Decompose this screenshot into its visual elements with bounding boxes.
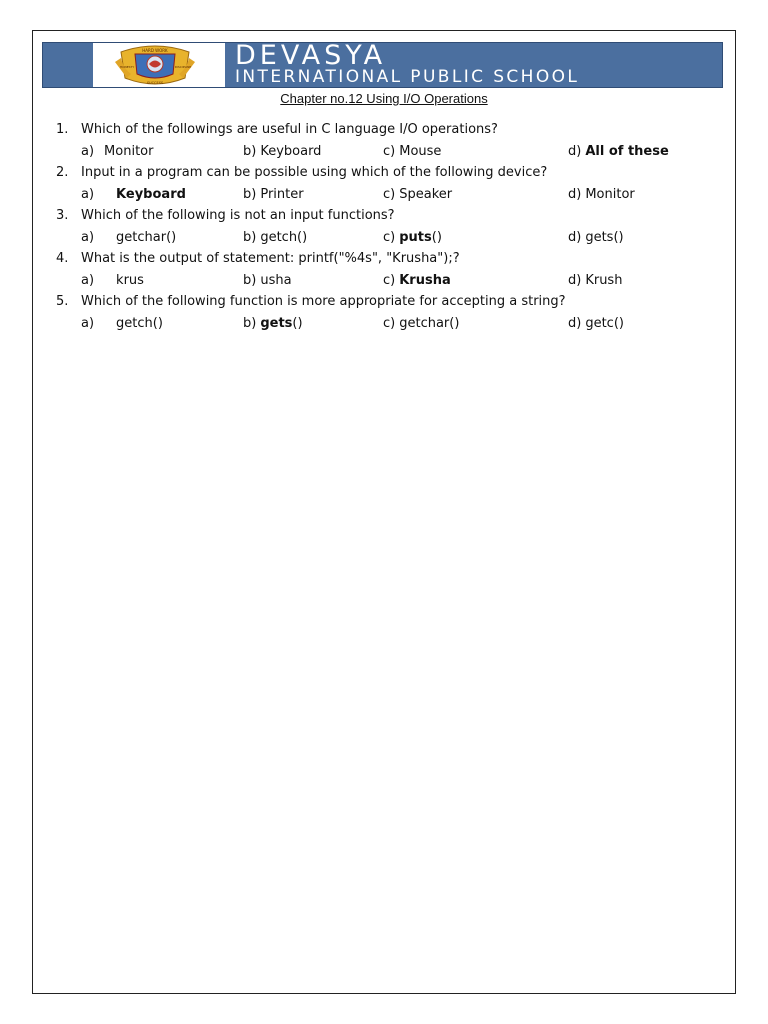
logo-panel — [93, 43, 225, 87]
option-label: c) — [383, 273, 396, 288]
question-number: 5. — [56, 294, 69, 309]
option-text: Mouse — [399, 144, 442, 159]
option-answer-text: All of these — [585, 144, 669, 159]
question-text: Which of the followings are useful in C language I/O operations? — [81, 122, 498, 137]
option-text-suffix: () — [431, 230, 442, 245]
question-number: 1. — [56, 122, 69, 137]
option-label: b) — [243, 144, 257, 159]
question-text: Which of the following function is more appropriate for accepting a string? — [81, 294, 566, 309]
option-d — [568, 273, 622, 288]
question-number: 2. — [56, 165, 69, 180]
option-label: c) — [383, 316, 396, 331]
option-label: a) — [81, 316, 95, 331]
option-c — [383, 316, 459, 331]
question-1 — [56, 122, 706, 137]
option-text: getchar() — [399, 316, 460, 331]
crest-text-top: HARD WORK — [142, 48, 168, 53]
option-label: a) — [81, 230, 95, 245]
option-answer-text: Krusha — [399, 273, 451, 288]
options-row — [81, 187, 721, 205]
school-banner — [42, 42, 723, 88]
option-answer-text: Keyboard — [116, 187, 186, 202]
options-row — [81, 316, 721, 334]
options-row — [81, 230, 721, 248]
option-text: gets() — [585, 230, 624, 245]
option-label: b) — [243, 316, 257, 331]
option-a — [81, 230, 176, 245]
option-label: c) — [383, 230, 396, 245]
option-c — [383, 187, 452, 202]
option-text: getchar() — [116, 230, 177, 245]
crest-text-left: HONESTY — [119, 65, 135, 69]
option-d — [568, 144, 669, 159]
option-text: Monitor — [585, 187, 635, 202]
question-number: 4. — [56, 251, 69, 266]
option-text: getch() — [116, 316, 163, 331]
option-label: d) — [568, 230, 582, 245]
option-label: a) — [81, 273, 95, 288]
option-answer-text: gets — [260, 316, 293, 331]
option-label: d) — [568, 316, 582, 331]
crest-text-right: DISCIPLINE — [174, 65, 192, 69]
question-number: 3. — [56, 208, 69, 223]
option-text: Keyboard — [260, 144, 322, 159]
option-a — [81, 316, 163, 331]
option-text: Krush — [585, 273, 623, 288]
question-2 — [56, 165, 706, 180]
option-a — [81, 144, 153, 159]
option-text: getc() — [585, 316, 624, 331]
options-row — [81, 273, 721, 291]
option-a — [81, 187, 186, 202]
school-name-line1: DEVASYA — [235, 40, 387, 71]
option-text: usha — [260, 273, 292, 288]
school-name-line2: INTERNATIONAL PUBLIC SCHOOL — [235, 67, 580, 87]
option-b — [243, 316, 303, 331]
option-label: b) — [243, 273, 257, 288]
option-text: krus — [116, 273, 144, 288]
question-text: Input in a program can be possible using which of the following device? — [81, 165, 548, 180]
option-label: d) — [568, 273, 582, 288]
option-label: c) — [383, 187, 396, 202]
option-label: d) — [568, 187, 582, 202]
option-label: d) — [568, 144, 582, 159]
school-crest-icon — [111, 44, 199, 86]
option-label: c) — [383, 144, 396, 159]
option-answer-text: puts — [399, 230, 432, 245]
chapter-title: Chapter no.12 Using I/O Operations — [280, 91, 488, 106]
option-c — [383, 273, 451, 288]
option-b — [243, 187, 304, 202]
option-text-suffix: Monitor — [104, 144, 154, 159]
option-text: getch() — [260, 230, 308, 245]
option-d — [568, 316, 624, 331]
option-b — [243, 144, 321, 159]
option-b — [243, 273, 292, 288]
option-a — [81, 273, 144, 288]
option-label: a) — [81, 187, 95, 202]
option-text: Printer — [260, 187, 304, 202]
option-d — [568, 187, 635, 202]
options-row — [81, 144, 721, 162]
question-text: Which of the following is not an input functions? — [81, 208, 395, 223]
option-c — [383, 144, 441, 159]
option-text: Speaker — [399, 187, 453, 202]
option-d — [568, 230, 624, 245]
crest-text-bottom: SUCCESS — [146, 81, 164, 85]
option-text-suffix: () — [292, 316, 303, 331]
option-c — [383, 230, 442, 245]
question-5 — [56, 294, 706, 309]
question-text: What is the output of statement: printf("%4s", "Krusha");? — [81, 251, 460, 266]
option-label: b) — [243, 230, 257, 245]
question-4 — [56, 251, 706, 266]
option-b — [243, 230, 307, 245]
option-label: a) — [81, 144, 95, 159]
option-label: b) — [243, 187, 257, 202]
question-3 — [56, 208, 706, 223]
